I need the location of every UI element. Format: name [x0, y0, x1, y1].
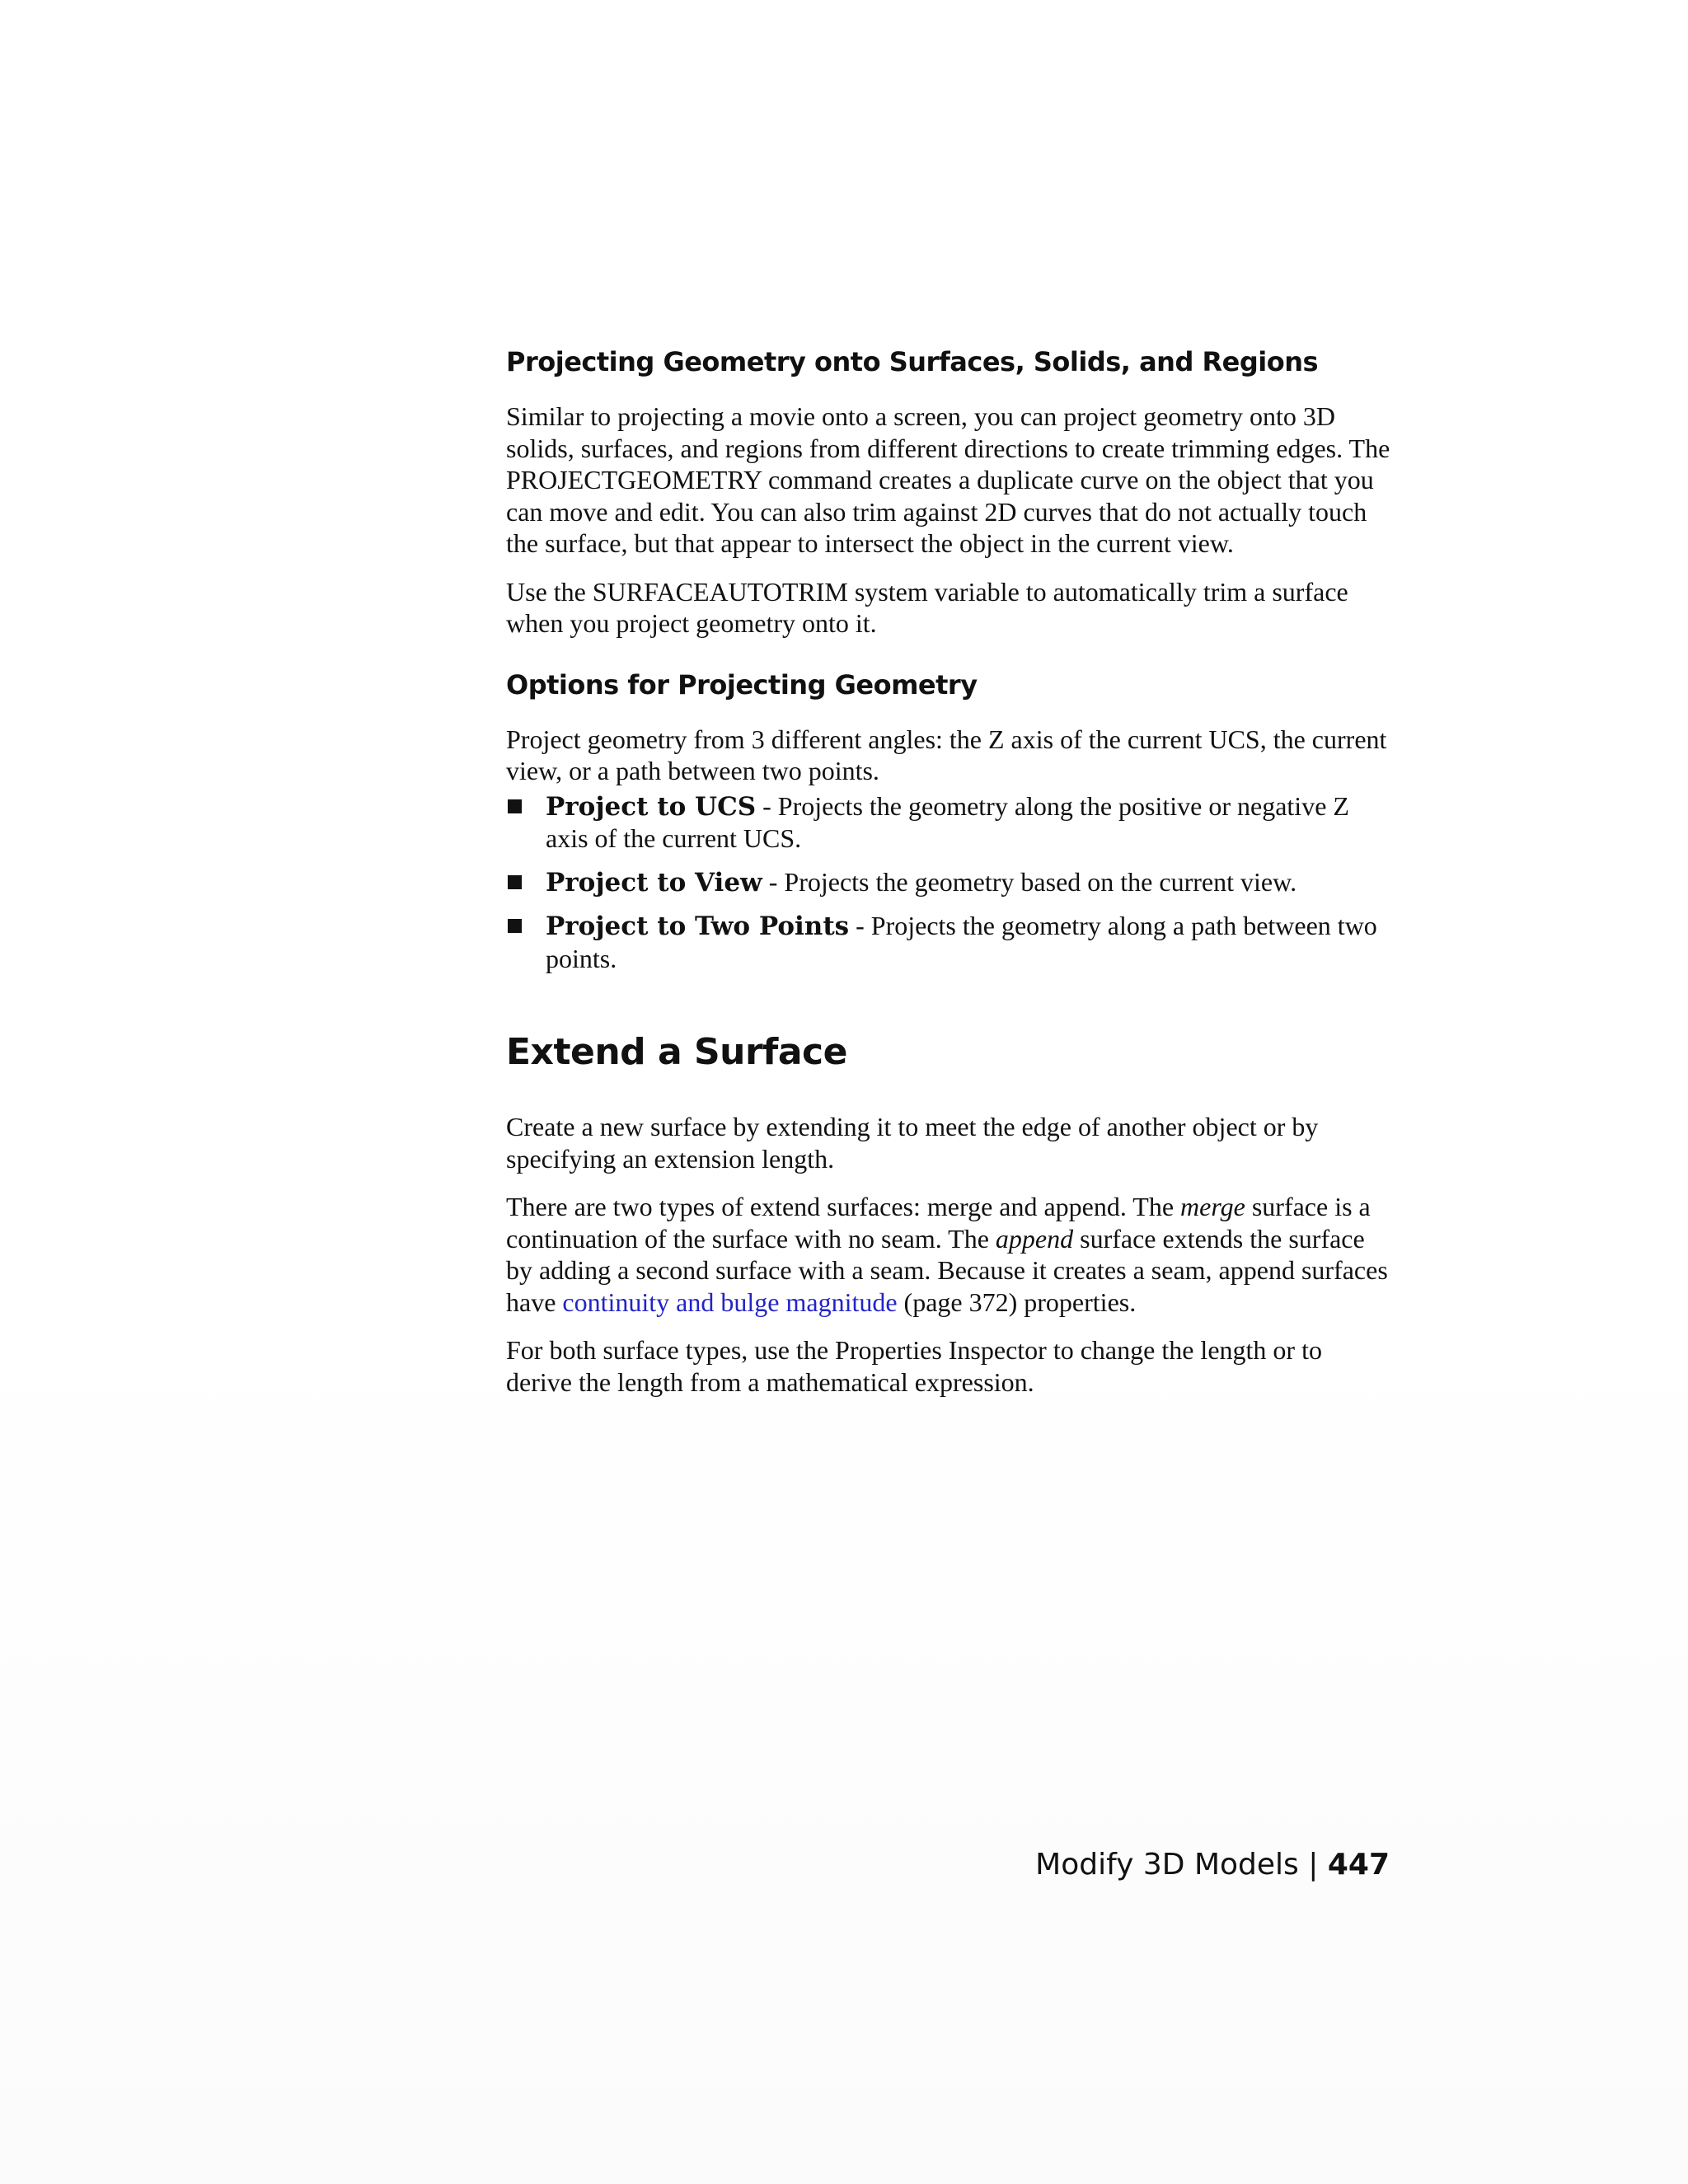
term-append: append — [995, 1223, 1074, 1254]
list-item-project-to-two-points — [506, 910, 1393, 974]
paragraph-options-intro: Project geometry from 3 different angles: the Z axis of the current UCS, the current view, or a path between two points. — [506, 724, 1387, 785]
page-footer — [1035, 1844, 1390, 1886]
paragraph-surfaceautotrim: Use the SURFACEAUTOTRIM system variable to automatically trim a surface when you project geometry onto it. — [506, 576, 1348, 638]
term-project-to-two-points: Project to Two Points — [546, 912, 850, 941]
text-segment: (page 372) properties. — [897, 1286, 1137, 1317]
list-item-project-to-view — [506, 866, 1393, 899]
link-continuity-bulge-magnitude[interactable]: continuity and bulge magnitude — [562, 1286, 898, 1317]
desc-project-to-two-points: - Projects the geometry along a path between two points. — [546, 911, 1377, 973]
text-segment: surface is a continuation of the surface with no seam. The — [506, 1192, 1371, 1254]
text-segment: There are two types of extend surfaces: merge and append. The — [506, 1192, 1181, 1221]
footer-chapter-title: Modify 3D Models | — [1035, 1848, 1319, 1882]
projection-options-list — [506, 790, 1393, 975]
text-segment: surface extends the surface by adding a second surface with a seam. Because it creates a seam, append surfaces have — [506, 1223, 1388, 1317]
paragraph-projecting-intro: Similar to projecting a movie onto a screen, you can project geometry onto 3D solids, surfaces, and regions from different directions to create trimming edges. The PROJECTGEOMETRY command creates a duplicate curve on the object that you can move and edit. You can also trim against 2D curves that do not actually touch the surface, but that appear to intersect the object in the current view. — [506, 401, 1390, 558]
heading-options-projecting: Options for Projecting Geometry — [506, 668, 978, 701]
heading-extend-a-surface: Extend a Surface — [506, 1031, 847, 1073]
term-project-to-view: Project to View — [546, 867, 762, 898]
bullet-square-icon — [508, 919, 522, 933]
paragraph-extend-types — [506, 1191, 1393, 1318]
page-content — [506, 340, 1393, 1398]
list-item-project-to-ucs — [506, 790, 1393, 855]
heading-projecting-geometry: Projecting Geometry onto Surfaces, Solids, and Regions — [506, 346, 1319, 377]
bullet-square-icon — [508, 799, 522, 813]
paragraph-extend-intro: Create a new surface by extending it to meet the edge of another object or by specifying an extension length. — [506, 1112, 1319, 1174]
bullet-square-icon — [508, 875, 522, 889]
term-merge: merge — [1180, 1192, 1245, 1221]
desc-project-to-view: - Projects the geometry based on the current view. — [762, 866, 1297, 897]
term-project-to-ucs: Project to UCS — [546, 791, 757, 822]
desc-project-to-ucs: - Projects the geometry along the positive or negative Z axis of the current UCS. — [546, 790, 1349, 853]
paragraph-properties-inspector: For both surface types, use the Properties Inspector to change the length or to derive the length from a mathematical expression. — [506, 1335, 1322, 1397]
footer-page-number: 447 — [1327, 1848, 1390, 1882]
